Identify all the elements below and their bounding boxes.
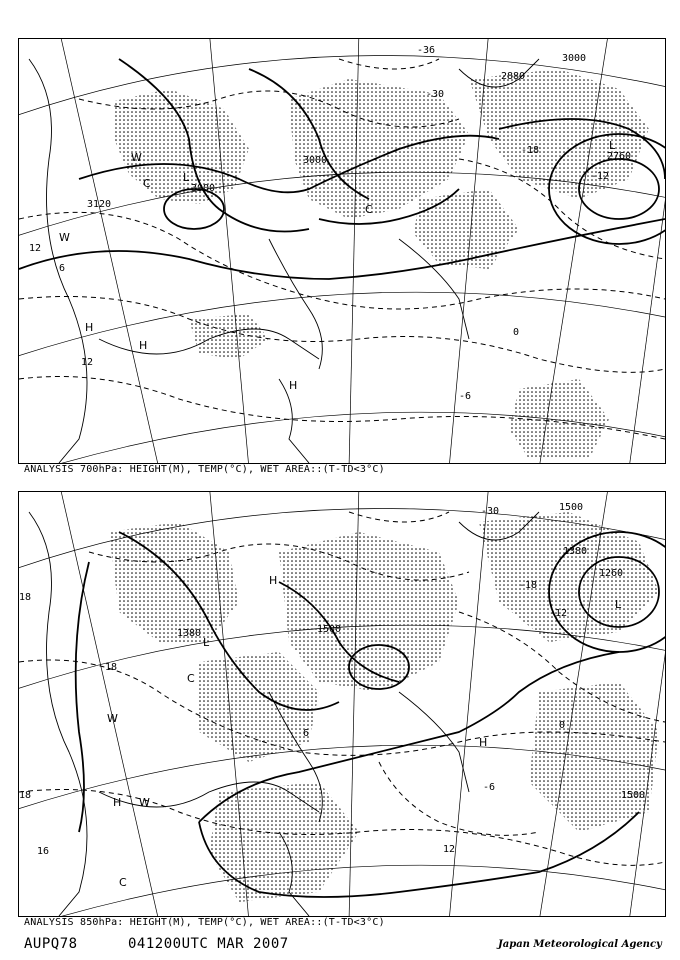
height-label: 1380 — [177, 628, 202, 639]
height-label: 1260 — [599, 568, 624, 579]
bulletin-id: AUPQ78 — [24, 936, 78, 952]
issued-time: 041200UTC MAR 2007 — [128, 936, 289, 952]
height-label: 2760 — [607, 151, 632, 162]
wet-area — [279, 532, 459, 692]
cold-center: C — [187, 672, 195, 685]
map-700hpa — [19, 39, 665, 463]
wet-area — [209, 782, 359, 902]
temp-label: 18 — [19, 592, 32, 603]
low-center: L — [183, 171, 190, 184]
temp-label: -12 — [591, 171, 610, 182]
height-label: 3120 — [87, 199, 112, 210]
wet-area — [114, 89, 249, 204]
wet-area — [479, 512, 659, 642]
chart-850hpa — [18, 491, 666, 917]
warm-center: W — [107, 712, 118, 725]
wet-areas — [109, 512, 659, 902]
high-center: H — [289, 379, 298, 392]
height-label: 3000 — [303, 155, 328, 166]
wet-areas — [114, 69, 649, 459]
temp-label: 6 — [303, 728, 310, 739]
low-center: L — [203, 636, 210, 649]
warm-center: W — [131, 151, 142, 164]
temp-label: -18 — [519, 580, 538, 591]
temp-label: -6 — [483, 782, 496, 793]
temp-label: 6 — [59, 263, 66, 274]
temp-label: 18 — [19, 790, 32, 801]
height-label: 1500 — [317, 624, 342, 635]
wet-area — [529, 682, 659, 832]
temp-label: 12 — [29, 243, 42, 254]
temp-label: -36 — [417, 45, 436, 56]
height-label: 1380 — [563, 546, 588, 557]
low-center: L — [609, 139, 616, 152]
warm-center: W — [59, 231, 70, 244]
warm-center: W — [139, 796, 150, 809]
temp-label: 18 — [105, 662, 118, 673]
cold-center: C — [143, 177, 151, 190]
chart-700hpa — [18, 38, 666, 464]
high-center: H — [113, 796, 122, 809]
temp-label: -18 — [521, 145, 540, 156]
height-label: 1500 — [559, 502, 584, 513]
temp-label: -6 — [459, 391, 472, 402]
map-850hpa — [19, 492, 665, 916]
temp-label: 12 — [81, 357, 94, 368]
caption-850hpa: ANALYSIS 850hPa: HEIGHT(M), TEMP(°C), WET AREA::(T-TD<3°C) — [24, 917, 385, 928]
height-label: 1500 — [621, 790, 646, 801]
height-label: 3000 — [191, 183, 216, 194]
caption-700hpa: ANALYSIS 700hPa: HEIGHT(M), TEMP(°C), WET AREA::(T-TD<3°C) — [24, 464, 385, 475]
cold-center: C — [119, 876, 127, 889]
height-label: 3000 — [562, 53, 587, 64]
temp-label: 0 — [513, 327, 520, 338]
temp-label: 12 — [443, 844, 456, 855]
wet-area — [414, 189, 519, 269]
height-label: 2880 — [501, 71, 526, 82]
high-center: H — [479, 736, 488, 749]
cold-center: C — [365, 203, 373, 216]
temp-label: -12 — [549, 608, 568, 619]
wet-area — [509, 379, 609, 459]
temp-label: 0 — [559, 720, 566, 731]
low-center: L — [615, 598, 622, 611]
high-center: H — [269, 574, 278, 587]
temp-label: -30 — [426, 89, 445, 100]
temp-label: -30 — [481, 506, 500, 517]
high-center: H — [85, 321, 94, 334]
agency-credit: Japan Meteorological Agency — [498, 939, 662, 950]
wet-area — [199, 652, 319, 762]
high-center: H — [139, 339, 148, 352]
wet-area — [109, 522, 239, 642]
temp-label: 16 — [37, 846, 50, 857]
